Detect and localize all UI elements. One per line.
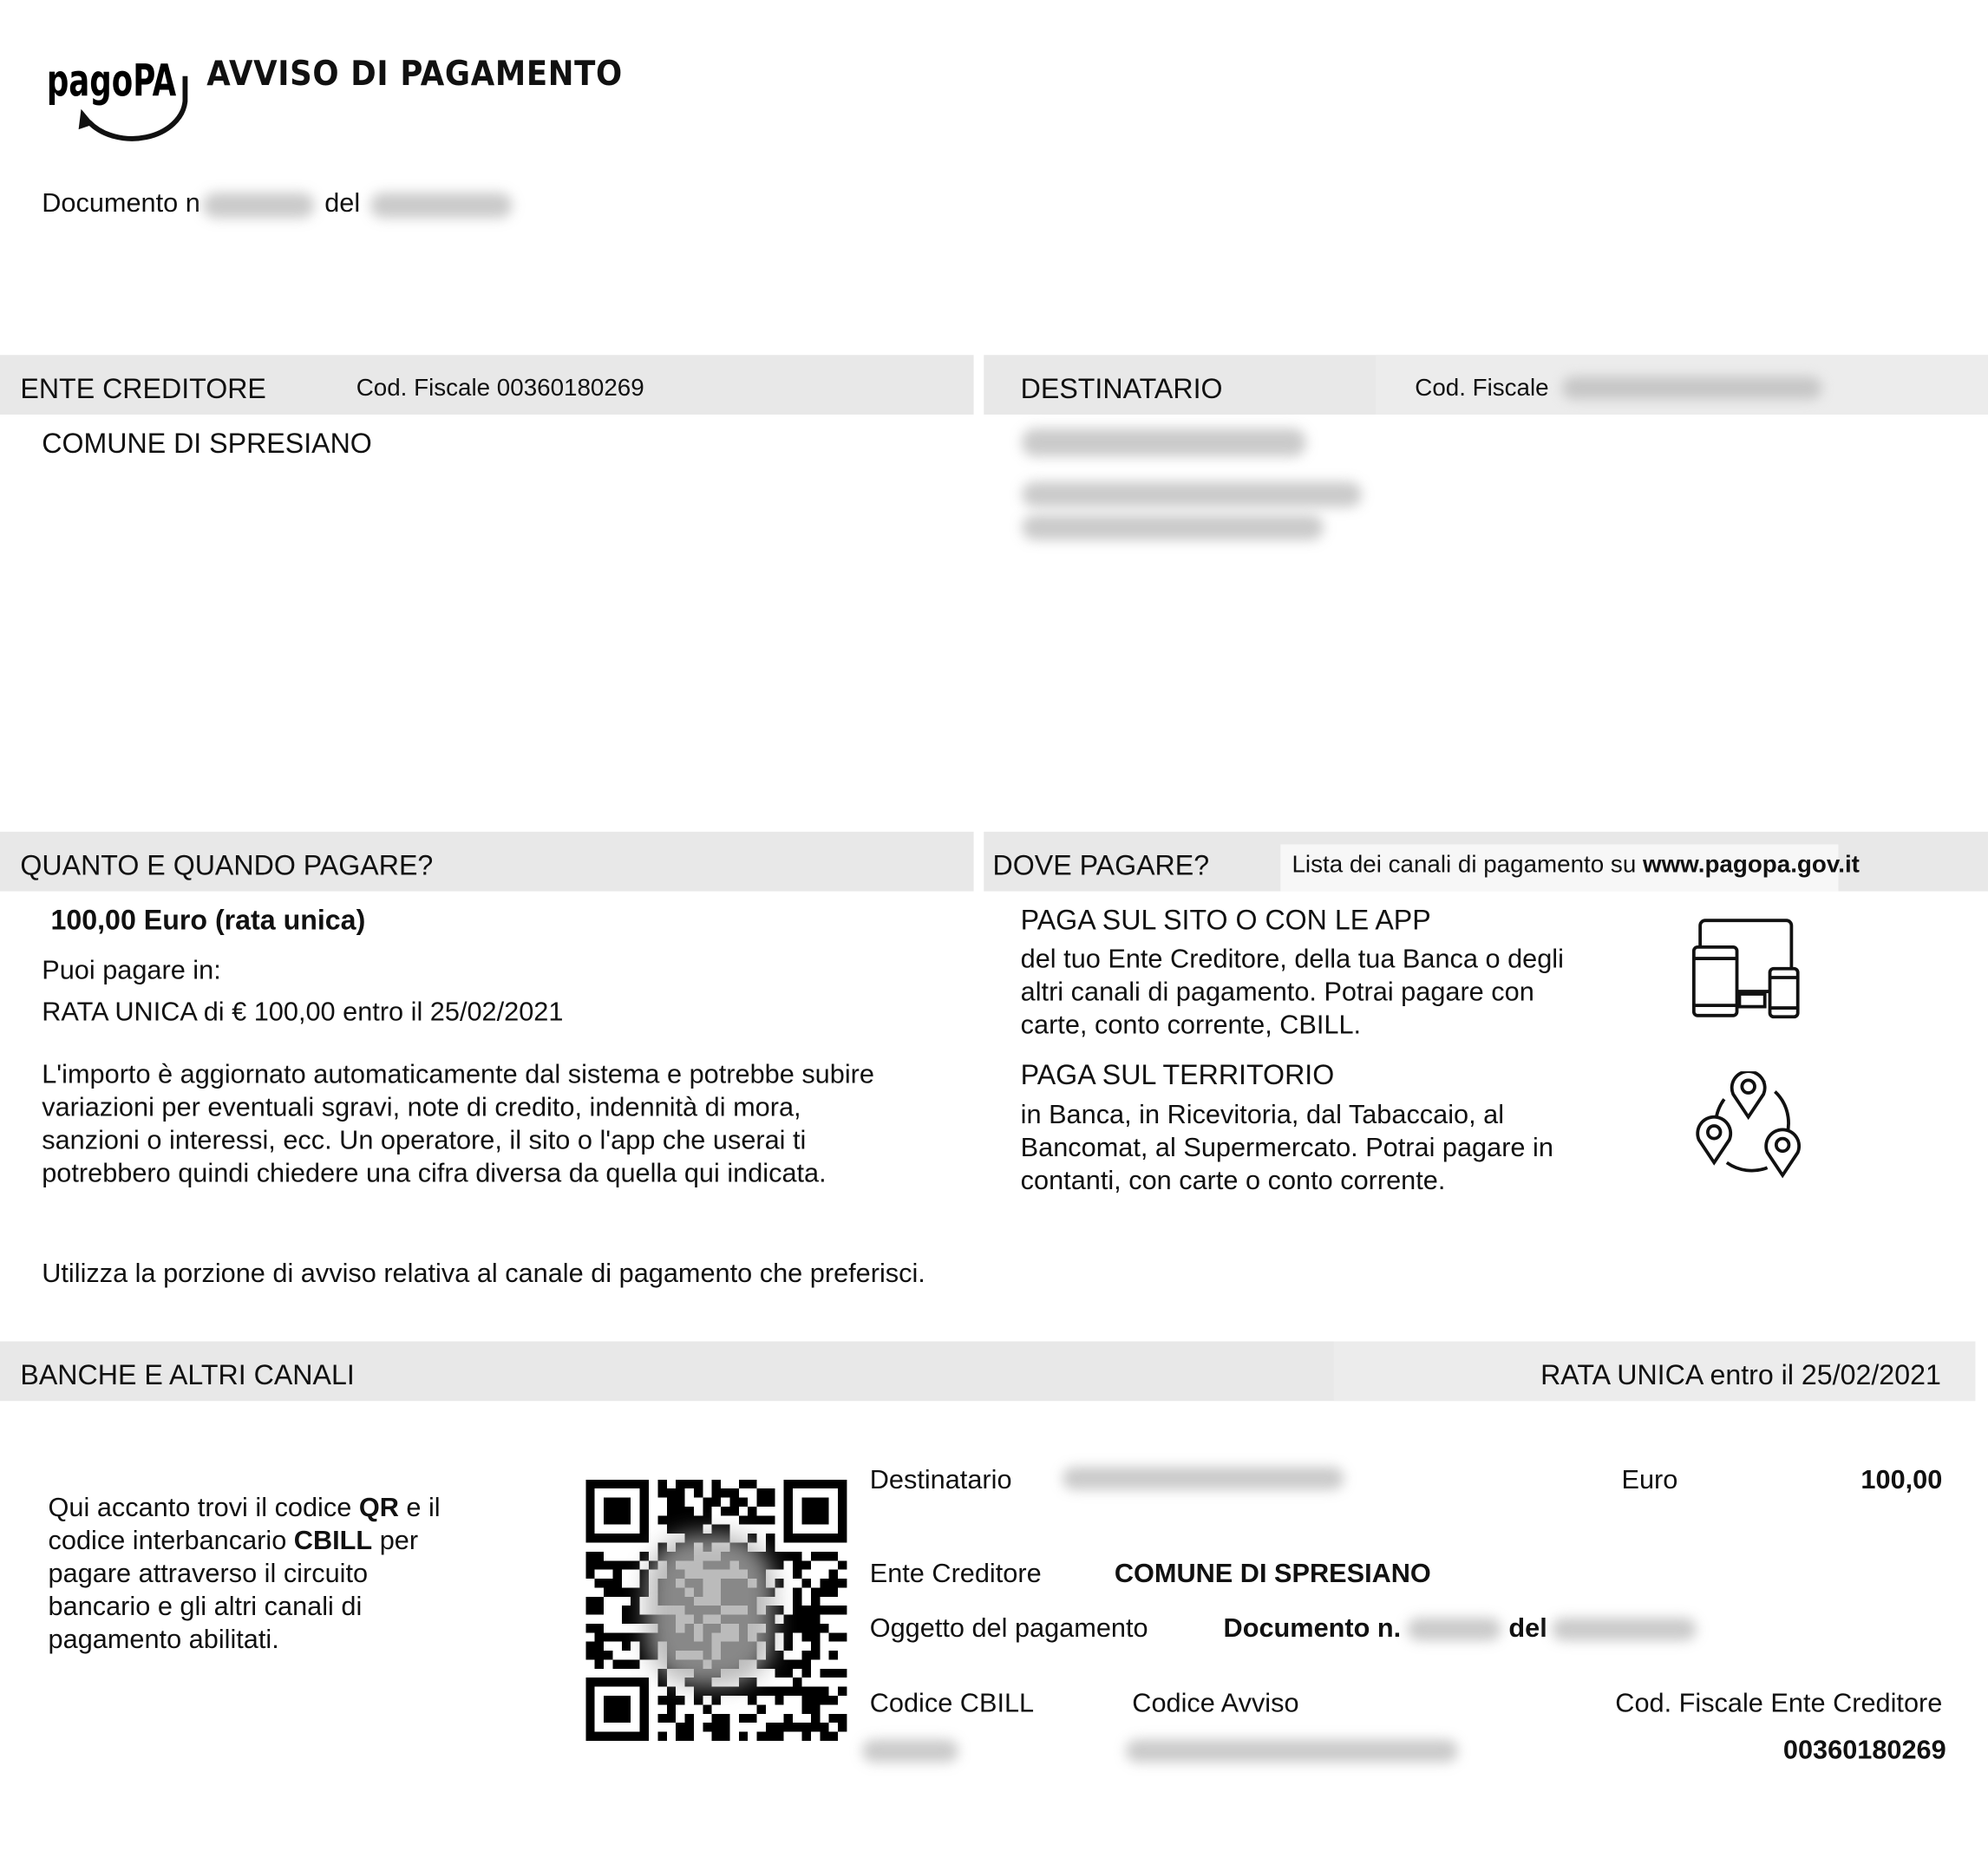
qr-module: [595, 1642, 604, 1651]
document-del: del: [324, 188, 361, 219]
redacted-destinatario: [1063, 1467, 1344, 1489]
qr-module: [802, 1669, 811, 1678]
qr-module: [712, 1498, 721, 1507]
qr-module: [784, 1642, 793, 1651]
ente-label: Ente Creditore: [869, 1559, 1042, 1589]
qr-module: [712, 1525, 721, 1534]
quanto-heading: QUANTO E QUANDO PAGARE?: [20, 849, 434, 881]
destinatario-label: Destinatario: [869, 1465, 1012, 1495]
qr-module: [766, 1515, 775, 1524]
qr-module: [811, 1714, 820, 1723]
oggetto-del: del: [1508, 1613, 1547, 1644]
qr-module: [622, 1606, 631, 1614]
qr-module: [657, 1515, 666, 1524]
qr-module: [585, 1651, 594, 1659]
qr-module: [757, 1515, 766, 1524]
amount: 100,00 Euro (rata unica): [50, 904, 366, 936]
qr-module: [829, 1579, 838, 1587]
qr-module: [829, 1696, 838, 1704]
qr-module: [757, 1687, 766, 1696]
qr-module: [793, 1615, 801, 1624]
qr-module: [622, 1560, 631, 1569]
qr-module: [811, 1642, 820, 1651]
qr-module: [766, 1687, 775, 1696]
qr-module: [811, 1587, 820, 1596]
qr-module: [595, 1624, 604, 1632]
qr-module: [775, 1732, 783, 1741]
qr-module: [802, 1498, 829, 1525]
qr-module: [820, 1696, 828, 1704]
qr-module: [685, 1515, 694, 1524]
qr-module: [811, 1624, 820, 1632]
qr-module: [739, 1687, 748, 1696]
qr-module: [585, 1570, 594, 1579]
qr-module: [721, 1732, 729, 1741]
qr-module: [757, 1732, 766, 1741]
qr-module: [729, 1507, 738, 1515]
qr-module: [604, 1651, 612, 1659]
pagopa-link[interactable]: www.pagopa.gov.it: [1642, 852, 1860, 879]
qr-module: [585, 1560, 594, 1569]
qr-module: [775, 1606, 783, 1614]
qr-module: [676, 1515, 684, 1524]
qr-module: [585, 1552, 594, 1560]
qr-module: [838, 1606, 847, 1614]
online-desc: del tuo Ente Creditore, della tua Banca o degli altri canali di pagamento. Potrai pagare con carte, conto corrente, CBILL.: [1020, 944, 1564, 1040]
oggetto-value: Documento n.: [1223, 1613, 1402, 1644]
qr-module: [793, 1687, 801, 1696]
qr-module: [766, 1488, 775, 1497]
qr-module: [595, 1560, 604, 1569]
destinatario-heading: DESTINATARIO: [1020, 372, 1223, 405]
qr-module: [838, 1669, 847, 1678]
qr-module: [631, 1587, 639, 1596]
qr-module: [829, 1606, 838, 1614]
dove-heading: DOVE PAGARE?: [992, 849, 1210, 881]
qr-module: [775, 1659, 783, 1668]
qr-module: [657, 1732, 666, 1741]
qr-module: [667, 1488, 676, 1497]
qr-module: [676, 1480, 684, 1488]
lista-canali: Lista dei canali di pagamento su www.pagopa.gov.it: [1292, 852, 1860, 879]
qr-module: [793, 1570, 801, 1579]
qr-module: [739, 1498, 748, 1507]
qr-module: [838, 1632, 847, 1641]
qr-module: [712, 1714, 721, 1723]
qr-module: [676, 1507, 684, 1515]
qr-module: [721, 1723, 729, 1731]
qr-module: [622, 1632, 631, 1641]
qr-module: [604, 1632, 612, 1641]
qr-module: [739, 1480, 748, 1488]
qr-module: [667, 1704, 676, 1713]
qr-module: [820, 1732, 828, 1741]
qr-module: [793, 1659, 801, 1668]
qr-module: [640, 1552, 649, 1560]
qr-module: [793, 1552, 801, 1560]
qr-module: [784, 1714, 793, 1723]
qr-module: [802, 1615, 811, 1624]
qr-module: [748, 1678, 756, 1686]
qr-module: [838, 1560, 847, 1569]
qr-module: [676, 1525, 684, 1534]
qr-module: [766, 1552, 775, 1560]
qr-module: [631, 1597, 639, 1606]
qr-module: [829, 1732, 838, 1741]
qr-module: [631, 1560, 639, 1569]
qr-module: [811, 1651, 820, 1659]
qr-module: [667, 1714, 676, 1723]
qr-module: [685, 1507, 694, 1515]
qr-module: [757, 1498, 766, 1507]
qr-module: [748, 1515, 756, 1524]
qr-module: [667, 1498, 676, 1507]
qr-module: [766, 1534, 775, 1542]
qr-module: [802, 1723, 811, 1731]
qr-module: [820, 1687, 828, 1696]
ente-name: COMUNE DI SPRESIANO: [42, 427, 372, 460]
qr-module: [694, 1696, 703, 1704]
banche-rata: RATA UNICA entro il 25/02/2021: [1540, 1358, 1941, 1391]
qr-module: [667, 1696, 676, 1704]
qr-module: [595, 1579, 604, 1587]
qr-module: [739, 1714, 748, 1723]
territorio-title: PAGA SUL TERRITORIO: [1020, 1058, 1335, 1091]
qr-module: [694, 1525, 703, 1534]
qr-module: [667, 1515, 676, 1524]
qr-module: [631, 1659, 639, 1668]
qr-module: [802, 1651, 811, 1659]
qr-module: [657, 1714, 666, 1723]
qr-module: [775, 1624, 783, 1632]
banche-desc: Qui accanto trovi il codice QR e il codice interbancario CBILL per pagare attraverso il circuito bancario e gli altri canali di pagamento abilitati.: [48, 1493, 441, 1655]
qr-module: [793, 1606, 801, 1614]
qr-module: [811, 1687, 820, 1696]
qr-module: [757, 1488, 766, 1497]
qr-module: [802, 1624, 811, 1632]
qr-module: [657, 1678, 666, 1686]
qr-module: [838, 1687, 847, 1696]
qr-module: [667, 1525, 676, 1534]
qr-module: [694, 1480, 703, 1488]
importo-note: L'importo è aggiornato automaticamente dal sistema e potrebbe subire variazioni per eventuali sgravi, note di credito, indennità di mora, sanzioni o interessi, ecc. Un operatore, il sito o l'app che userai ti potrebbero quindi chiedere una cifra diversa da quella qui indicata.: [42, 1059, 874, 1188]
page-title: AVVISO DI PAGAMENTO: [206, 54, 623, 95]
qr-module: [657, 1696, 666, 1704]
cbill-label: Codice CBILL: [869, 1688, 1035, 1718]
qr-module: [766, 1542, 775, 1551]
qr-module: [604, 1560, 612, 1569]
qr-module: [748, 1714, 756, 1723]
qr-module: [793, 1587, 801, 1596]
qr-module: [703, 1515, 711, 1524]
qr-module: [838, 1714, 847, 1723]
qr-module: [793, 1723, 801, 1731]
qr-module: [748, 1687, 756, 1696]
qr-module: [631, 1606, 639, 1614]
redacted-destinatario-cf: [1562, 376, 1822, 399]
qr-module: [667, 1687, 676, 1696]
qr-module: [685, 1732, 694, 1741]
redacted-oggetto-date: [1552, 1618, 1697, 1640]
qr-module: [829, 1669, 838, 1678]
cf-ente-label: Cod. Fiscale Ente Creditore: [1615, 1688, 1943, 1718]
qr-module: [802, 1606, 811, 1614]
qr-module: [604, 1498, 631, 1525]
qr-module: [676, 1723, 684, 1731]
qr-module: [829, 1552, 838, 1560]
qr-module: [585, 1606, 594, 1614]
qr-module: [640, 1651, 649, 1659]
qr-module: [595, 1651, 604, 1659]
qr-module: [721, 1714, 729, 1723]
territorio-desc: in Banca, in Ricevitoria, dal Tabaccaio, al Bancomat, al Supermercato. Potrai pagare in contanti, con carte o conto corrente.: [1020, 1100, 1553, 1196]
qr-module: [676, 1488, 684, 1497]
qr-module: [775, 1552, 783, 1560]
qr-module: [703, 1704, 711, 1713]
qr-module: [820, 1669, 828, 1678]
qr-module: [712, 1480, 721, 1488]
qr-module: [712, 1687, 721, 1696]
utilizza-note: Utilizza la porzione di avviso relativa al canale di pagamento che preferisci.: [42, 1259, 925, 1289]
oggetto-label: Oggetto del pagamento: [869, 1613, 1148, 1644]
qr-module: [748, 1480, 756, 1488]
qr-module: [775, 1687, 783, 1696]
qr-module: [829, 1714, 838, 1723]
qr-module: [802, 1696, 811, 1704]
destinatario-cf-label: Cod. Fiscale: [1415, 375, 1549, 402]
qr-module: [802, 1704, 811, 1713]
qr-module: [622, 1642, 631, 1651]
qr-module: [694, 1515, 703, 1524]
qr-module: [811, 1615, 820, 1624]
qr-module: [685, 1723, 694, 1731]
qr-module: [657, 1488, 666, 1497]
qr-module: [676, 1498, 684, 1507]
qr-module: [820, 1587, 828, 1596]
qr-module: [766, 1659, 775, 1668]
qr-module: [612, 1570, 621, 1579]
qr-module: [784, 1624, 793, 1632]
qr-module: [766, 1732, 775, 1741]
qr-module: [784, 1723, 793, 1731]
qr-module: [811, 1723, 820, 1731]
qr-module: [676, 1696, 684, 1704]
redacted-avviso: [1126, 1739, 1458, 1762]
qr-module: [676, 1732, 684, 1741]
qr-module: [703, 1687, 711, 1696]
euro-label: Euro: [1621, 1465, 1678, 1495]
qr-module: [829, 1632, 838, 1641]
ente-cf: Cod. Fiscale 00360180269: [356, 375, 644, 402]
qr-module: [838, 1723, 847, 1731]
qr-module: [811, 1597, 820, 1606]
qr-module: [685, 1480, 694, 1488]
qr-module: [585, 1597, 594, 1606]
qr-module: [622, 1659, 631, 1668]
redacted-oggetto-number: [1407, 1618, 1501, 1640]
qr-module: [784, 1659, 793, 1668]
redacted-cbill: [862, 1739, 958, 1762]
banche-heading: BANCHE E ALTRI CANALI: [20, 1358, 355, 1391]
devices-icon: [1691, 915, 1806, 1022]
qr-module: [612, 1632, 621, 1641]
qr-module: [820, 1552, 828, 1560]
qr-module: [721, 1525, 729, 1534]
qr-module: [612, 1659, 621, 1668]
rata-info: RATA UNICA di € 100,00 entro il 25/02/2021: [42, 997, 564, 1027]
qr-module: [829, 1570, 838, 1579]
qr-module: [595, 1606, 604, 1614]
qr-module: [775, 1723, 783, 1731]
qr-module: [838, 1579, 847, 1587]
qr-module: [829, 1587, 838, 1596]
document-label: Documento n: [42, 188, 200, 219]
qr-module: [595, 1659, 604, 1668]
svg-text:pagoPA: pagoPA: [46, 55, 177, 107]
qr-module: [766, 1723, 775, 1731]
qr-module: [595, 1552, 604, 1560]
qr-module: [703, 1723, 711, 1731]
qr-module: [703, 1507, 711, 1515]
online-title: PAGA SUL SITO O CON LE APP: [1020, 904, 1431, 936]
qr-module: [595, 1597, 604, 1606]
pagopa-logo: [46, 50, 195, 147]
qr-module: [604, 1579, 612, 1587]
qr-module: [585, 1624, 594, 1632]
qr-module: [793, 1624, 801, 1632]
qr-module: [703, 1498, 711, 1507]
qr-module: [775, 1669, 783, 1678]
qr-module: [820, 1606, 828, 1614]
qr-module: [775, 1560, 783, 1569]
qr-module: [757, 1704, 766, 1713]
qr-module: [595, 1632, 604, 1641]
qr-module: [721, 1507, 729, 1515]
qr-module: [657, 1480, 666, 1488]
qr-module: [766, 1498, 775, 1507]
qr-module: [820, 1723, 828, 1731]
qr-module: [585, 1642, 594, 1651]
qr-module: [694, 1488, 703, 1497]
qr-module: [784, 1632, 793, 1641]
qr-module: [712, 1488, 721, 1497]
qr-module: [793, 1597, 801, 1606]
qr-module: [748, 1507, 756, 1515]
qr-module: [811, 1552, 820, 1560]
qr-module: [729, 1488, 738, 1497]
qr-module: [811, 1696, 820, 1704]
qr-module: [612, 1560, 621, 1569]
qr-module: [612, 1587, 621, 1596]
redacted-qr-center: [646, 1534, 773, 1686]
avviso-label: Codice Avviso: [1132, 1688, 1299, 1718]
qr-module: [685, 1525, 694, 1534]
cf-ente-value: 00360180269: [1782, 1736, 1946, 1765]
qr-module: [802, 1560, 811, 1569]
qr-module: [820, 1579, 828, 1587]
qr-module: [784, 1552, 793, 1560]
qr-module: [622, 1615, 631, 1624]
qr-module: [802, 1579, 811, 1587]
qr-module: [694, 1687, 703, 1696]
redacted-destinatario-name: [1022, 428, 1305, 456]
qr-module: [712, 1696, 721, 1704]
qr-module: [775, 1579, 783, 1587]
qr-module: [604, 1696, 631, 1723]
ente-creditore-heading: ENTE CREDITORE: [20, 372, 266, 405]
qr-module: [784, 1615, 793, 1624]
qr-module: [721, 1488, 729, 1497]
qr-module: [793, 1678, 801, 1686]
qr-module: [712, 1732, 721, 1741]
qr-module: [748, 1696, 756, 1704]
qr-module: [631, 1632, 639, 1641]
qr-module: [739, 1732, 748, 1741]
qr-module: [721, 1687, 729, 1696]
qr-module: [829, 1651, 838, 1659]
qr-module: [820, 1624, 828, 1632]
redacted-destinatario-address: [1022, 481, 1362, 507]
ente-value: COMUNE DI SPRESIANO: [1114, 1559, 1431, 1589]
map-pins-icon: [1691, 1071, 1806, 1186]
qr-module: [775, 1696, 783, 1704]
euro-value: 100,00: [1860, 1465, 1943, 1495]
qr-module: [729, 1687, 738, 1696]
qr-module: [622, 1587, 631, 1596]
qr-module: [631, 1615, 639, 1624]
qr-module: [802, 1632, 811, 1641]
qr-module: [802, 1659, 811, 1668]
qr-module: [739, 1515, 748, 1524]
redacted-destinatario-city: [1022, 514, 1324, 540]
redacted-document-number: [203, 193, 315, 218]
qr-module: [784, 1669, 793, 1678]
qr-module: [729, 1498, 738, 1507]
qr-module: [811, 1606, 820, 1614]
qr-module: [802, 1732, 811, 1741]
redacted-document-date: [370, 193, 513, 218]
qr-module: [612, 1579, 621, 1587]
qr-module: [793, 1560, 801, 1569]
puoi-pagare: Puoi pagare in:: [42, 956, 221, 985]
qr-module: [811, 1632, 820, 1641]
qr-module: [604, 1587, 612, 1596]
qr-module: [667, 1507, 676, 1515]
qr-module: [811, 1704, 820, 1713]
qr-module: [685, 1714, 694, 1723]
qr-module: [712, 1723, 721, 1731]
qr-module: [802, 1687, 811, 1696]
qr-module: [784, 1687, 793, 1696]
qr-module: [775, 1651, 783, 1659]
